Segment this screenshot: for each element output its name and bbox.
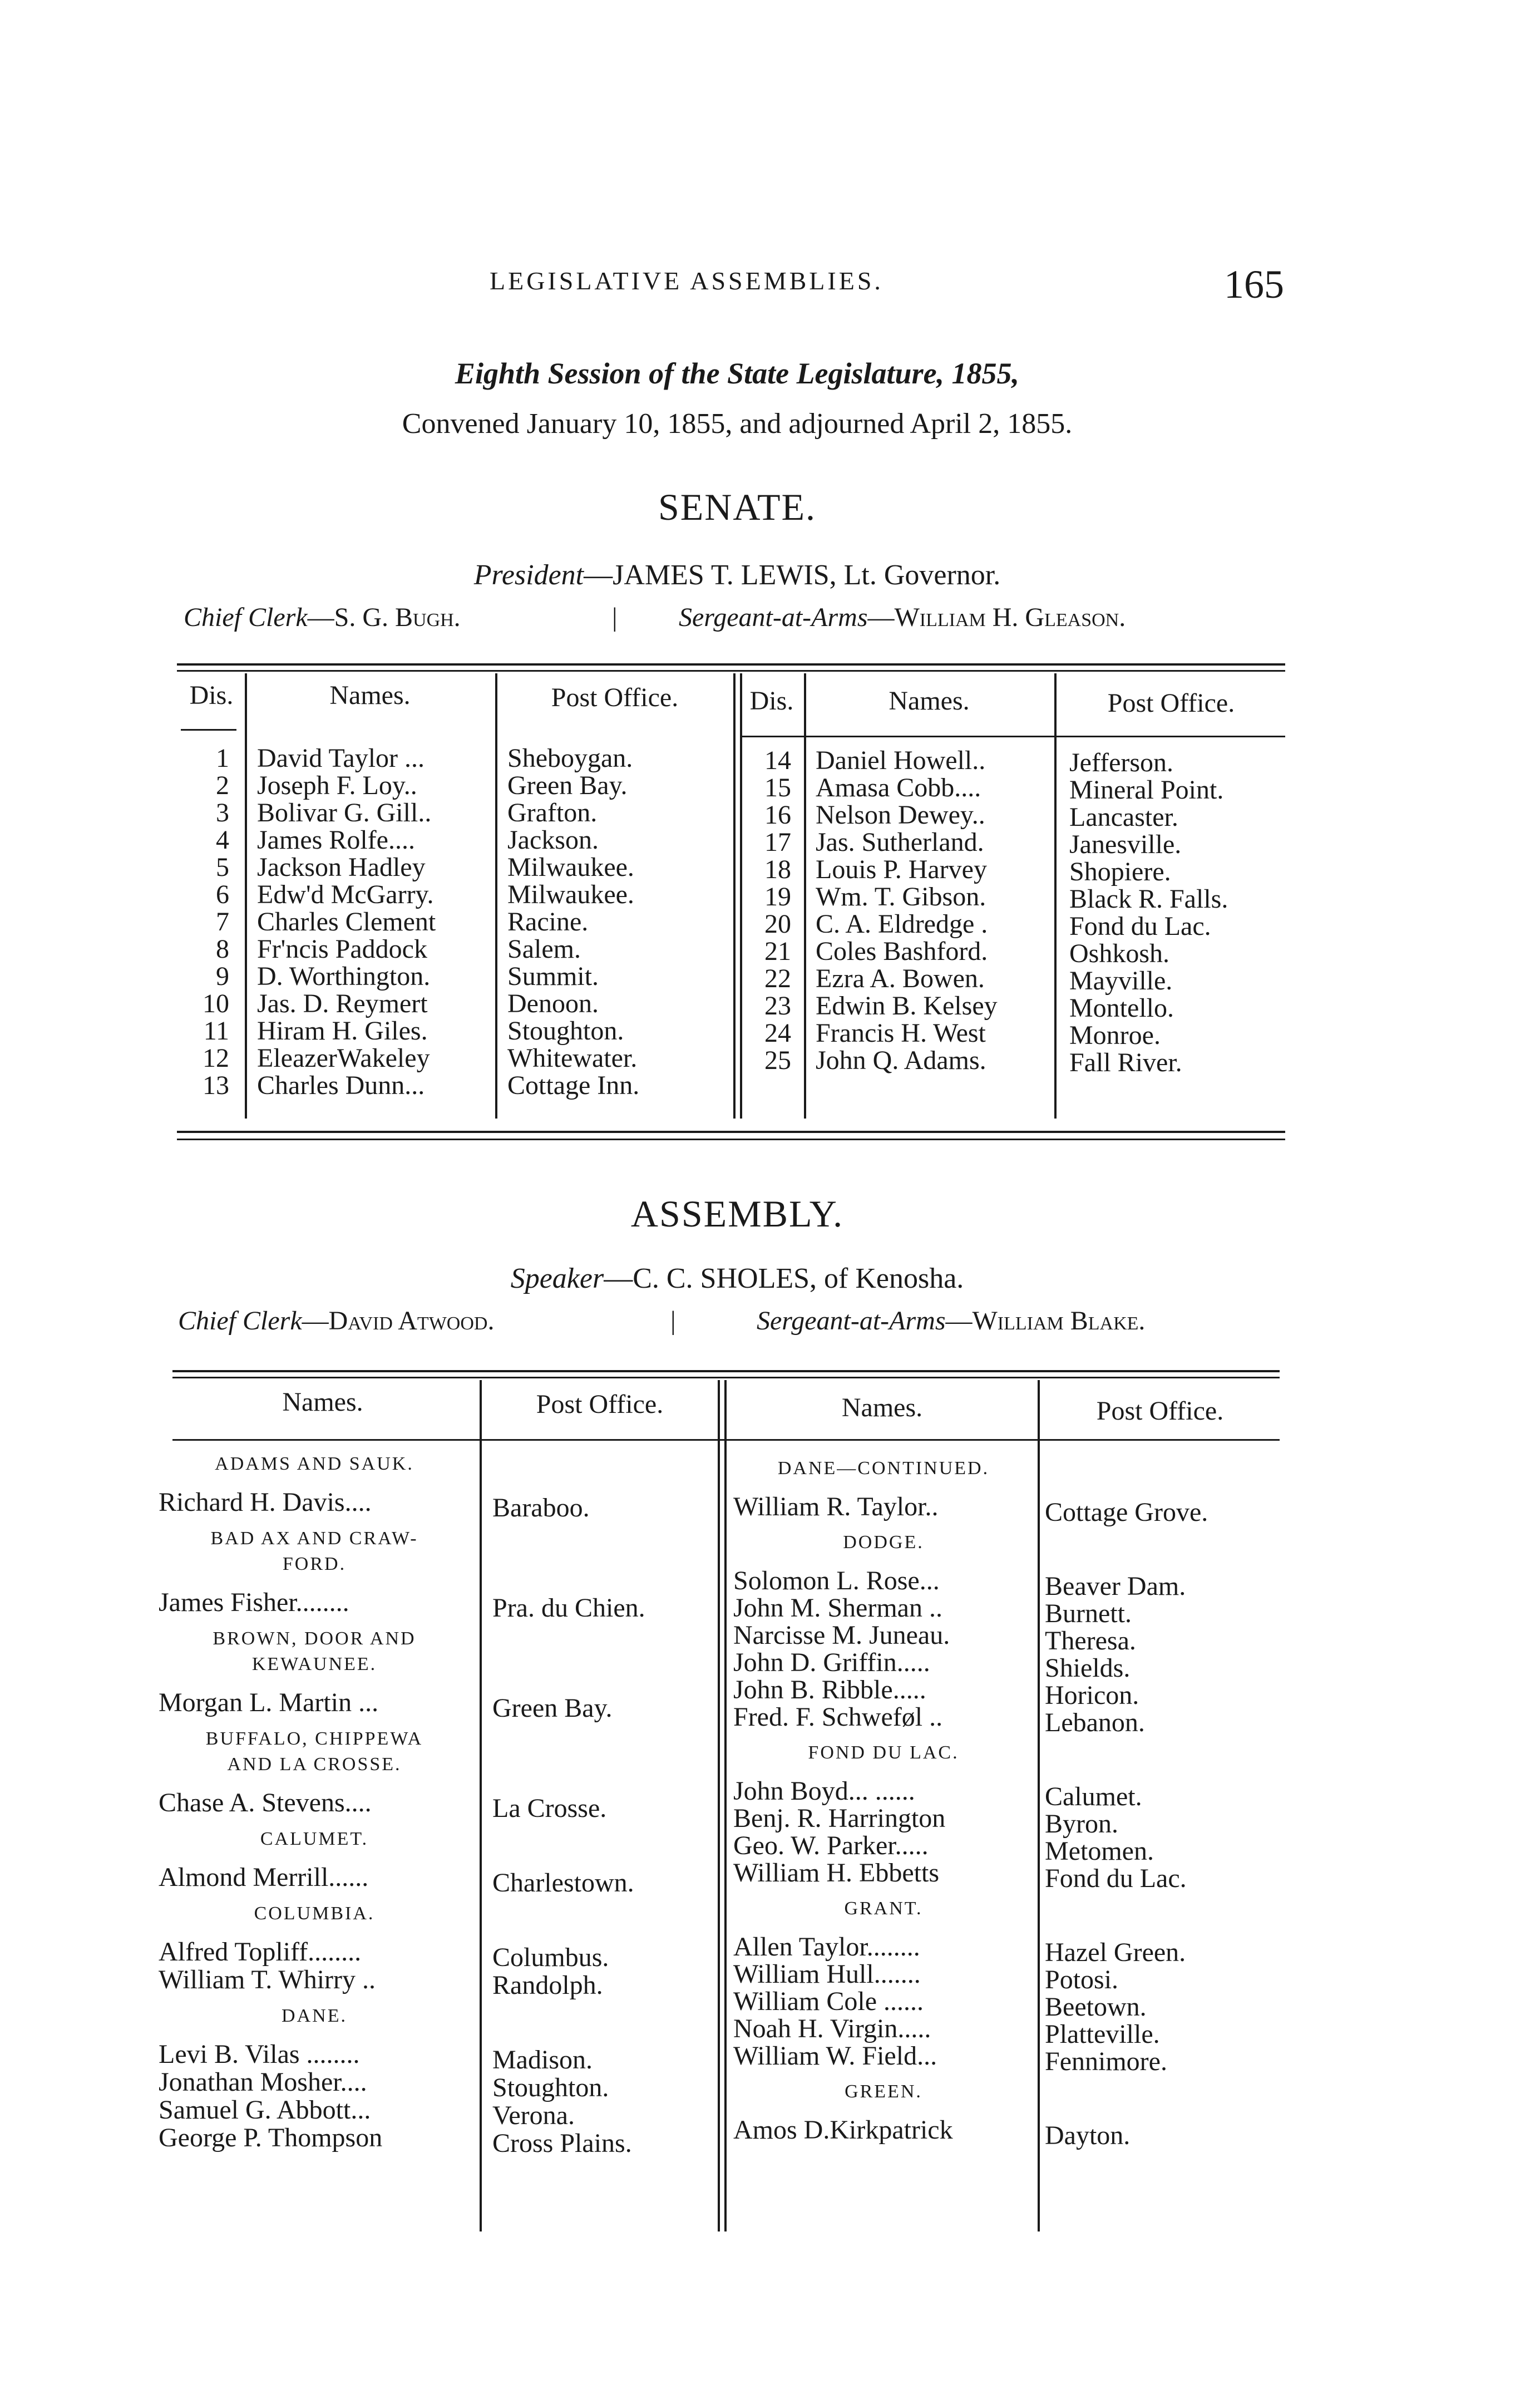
senate-chief-clerk <box>184 602 461 633</box>
senate-district: 6 <box>216 880 229 909</box>
senate-member-name: Jackson Hadley <box>257 853 426 882</box>
senate-district: 12 <box>203 1043 229 1073</box>
senate-sergeant <box>679 602 1126 633</box>
assembly-member-name: John B. Ribble..... <box>733 1675 926 1705</box>
senate-district: 24 <box>764 1018 791 1048</box>
senate-district: 20 <box>764 909 791 939</box>
assembly-member-name: William T. Whirry .. <box>159 1965 376 1994</box>
sergeant-label: Sergeant-at-Arms <box>679 603 868 632</box>
assembly-post-office: Horicon. <box>1045 1681 1139 1710</box>
assembly-post-office: Hazel Green. <box>1045 1938 1186 1967</box>
senate-post-office: Stoughton. <box>507 1016 624 1046</box>
county-heading: BROWN, DOOR AND <box>213 1628 416 1649</box>
senate-header-rule-right <box>740 736 1285 737</box>
senate-post-office: Fond du Lac. <box>1069 912 1211 941</box>
senate-district: 9 <box>216 962 229 991</box>
assembly-post-office: Lebanon. <box>1045 1708 1145 1737</box>
assembly-vrule-1 <box>480 1380 482 2231</box>
senate-member-name: Coles Bashford. <box>816 937 988 966</box>
running-head: LEGISLATIVE ASSEMBLIES. <box>490 267 883 295</box>
assembly-member-name: Solomon L. Rose... <box>733 1566 940 1595</box>
assembly-member-name: Narcisse M. Juneau. <box>733 1620 950 1650</box>
senate-post-office: Black R. Falls. <box>1069 884 1228 914</box>
assembly-post-office: Platteville. <box>1045 2019 1160 2049</box>
speaker-label: Speaker <box>510 1263 604 1294</box>
senate-district: 21 <box>764 937 791 966</box>
senate-left-names-col <box>257 745 436 1099</box>
assembly-speaker-line <box>0 1262 1474 1295</box>
senate-post-office: Cottage Inn. <box>507 1071 640 1100</box>
senate-vrule-2 <box>495 673 497 1119</box>
county-heading: GREEN. <box>845 2081 922 2102</box>
senate-member-name: C. A. Eldredge . <box>816 909 988 939</box>
assembly-vrule-3 <box>1038 1380 1040 2231</box>
assembly-heading: ASSEMBLY. <box>630 1193 844 1235</box>
senate-member-name: David Taylor ... <box>257 743 425 773</box>
senate-district: 23 <box>764 991 791 1021</box>
assembly-post-office: Baraboo. <box>492 1493 590 1523</box>
senate-member-name: Jas. D. Reymert <box>257 989 428 1018</box>
assembly-member-name: John M. Sherman .. <box>733 1593 942 1623</box>
senate-vrule-4 <box>804 673 806 1119</box>
senate-post-office: Jefferson. <box>1069 748 1174 777</box>
senate-top-rule <box>177 663 1285 666</box>
assembly-member-name: Benj. R. Harrington <box>733 1804 946 1833</box>
assembly-post-office: Green Bay. <box>492 1693 613 1723</box>
assembly-member-name: Noah H. Virgin..... <box>733 2014 931 2043</box>
assembly-member-name: Jonathan Mosher.... <box>159 2067 367 2097</box>
speaker-name: —C. C. SHOLES, of Kenosha. <box>604 1263 964 1294</box>
senate-post-office: Grafton. <box>507 798 598 827</box>
assembly-member-name: George P. Thompson <box>159 2123 383 2152</box>
senate-district: 19 <box>764 882 791 912</box>
senate-district: 17 <box>764 827 791 857</box>
senate-head-names-2: Names. <box>889 686 970 716</box>
senate-member-name: Francis H. West <box>816 1018 986 1048</box>
senate-post-office: Sheboygan. <box>507 743 633 773</box>
assembly-sergeant-label: Sergeant-at-Arms <box>757 1306 946 1336</box>
senate-post-office: Fall River. <box>1069 1048 1182 1077</box>
county-heading: FORD. <box>282 1554 347 1574</box>
county-heading: DODGE. <box>843 1532 924 1553</box>
assembly-post-office: Fond du Lac. <box>1045 1864 1187 1893</box>
senate-post-office: Green Bay. <box>507 771 628 800</box>
county-heading: FOND DU LAC. <box>808 1742 959 1763</box>
county-heading: DANE. <box>282 2006 347 2026</box>
county-heading: DANE—CONTINUED. <box>777 1458 990 1479</box>
senate-right-dis-col <box>746 747 791 1074</box>
assembly-post-office: Cottage Grove. <box>1045 1497 1208 1527</box>
senate-top-rule-2 <box>177 670 1285 672</box>
senate-post-office: Summit. <box>507 962 599 991</box>
senate-post-office: Janesville. <box>1069 830 1182 859</box>
assembly-post-office: Cross Plains. <box>492 2129 632 2158</box>
assembly-post-office: Verona. <box>492 2101 575 2130</box>
senate-district: 13 <box>203 1071 229 1100</box>
senate-district: 7 <box>216 907 229 937</box>
senate-member-name: EleazerWakeley <box>257 1043 430 1073</box>
senate-separator: | <box>612 603 618 632</box>
assembly-post-office: Burnett. <box>1045 1599 1132 1628</box>
senate-vrule-1 <box>245 673 247 1119</box>
senate-member-name: Edwin B. Kelsey <box>816 991 998 1021</box>
senate-post-office: Salem. <box>507 934 581 964</box>
chief-clerk-label: Chief Clerk <box>184 603 308 632</box>
assembly-member-name: Alfred Topliff........ <box>159 1937 362 1967</box>
senate-header-rule-left <box>181 729 236 731</box>
senate-member-name: Edw'd McGarry. <box>257 880 434 909</box>
senate-vrule-5 <box>1054 673 1057 1119</box>
senate-member-name: Nelson Dewey.. <box>816 800 985 830</box>
senate-left-dis-col <box>184 745 229 1099</box>
senate-member-name: Charles Dunn... <box>257 1071 425 1100</box>
senate-district: 18 <box>764 855 791 884</box>
sergeant-name: —William H. Gleason. <box>867 603 1126 632</box>
senate-heading: SENATE. <box>658 486 817 528</box>
senate-head-office-2: Post Office. <box>1107 688 1235 718</box>
senate-district: 16 <box>764 800 791 830</box>
assembly-post-office: Dayton. <box>1045 2121 1131 2150</box>
senate-district: 25 <box>764 1046 791 1075</box>
assembly-member-name: Samuel G. Abbott... <box>159 2095 371 2125</box>
senate-district: 22 <box>764 964 791 993</box>
assembly-member-name: James Fisher........ <box>159 1588 349 1617</box>
senate-member-name: John Q. Adams. <box>816 1046 986 1075</box>
senate-post-office: Montello. <box>1069 993 1174 1023</box>
county-heading: KEWAUNEE. <box>251 1654 377 1674</box>
assembly-vrule-2b <box>724 1380 727 2231</box>
assembly-post-office: Metomen. <box>1045 1836 1154 1866</box>
assembly-post-office: Stoughton. <box>492 2073 609 2102</box>
assembly-head-office-1: Post Office. <box>536 1390 664 1419</box>
assembly-sergeant <box>757 1306 1145 1336</box>
senate-post-office: Monroe. <box>1069 1021 1161 1050</box>
session-title: Eighth Session of the State Legislature, 1855, <box>455 357 1020 390</box>
senate-member-name: Bolivar G. Gill.. <box>257 798 432 827</box>
senate-bottom-rule <box>177 1131 1285 1133</box>
senate-vrule-3b <box>740 673 742 1119</box>
senate-district: 15 <box>764 773 791 802</box>
senate-member-name: Daniel Howell.. <box>816 746 986 775</box>
assembly-member-name: William H. Ebbetts <box>733 1858 940 1888</box>
senate-member-name: Hiram H. Giles. <box>257 1016 428 1046</box>
senate-district: 5 <box>216 853 229 882</box>
senate-member-name: Charles Clement <box>257 907 436 937</box>
senate-head-names-1: Names. <box>329 681 411 710</box>
assembly-member-name: Morgan L. Martin ... <box>159 1688 379 1717</box>
county-heading: CALUMET. <box>260 1829 369 1849</box>
assembly-post-office: Beetown. <box>1045 1992 1147 2022</box>
senate-member-name: James Rolfe.... <box>257 825 415 855</box>
assembly-member-name: Amos D.Kirkpatrick <box>733 2115 953 2145</box>
county-heading: AND LA CROSSE. <box>227 1754 402 1775</box>
assembly-chief-clerk <box>178 1306 494 1336</box>
senate-head-dis-2: Dis. <box>749 686 794 716</box>
assembly-member-name: Levi B. Vilas ........ <box>159 2040 360 2069</box>
assembly-member-name: Geo. W. Parker..... <box>733 1831 929 1860</box>
assembly-vrule-2a <box>718 1380 720 2231</box>
senate-head-office-1: Post Office. <box>551 683 679 712</box>
session-dates: Convened January 10, 1855, and adjourned April 2, 1855. <box>402 408 1073 440</box>
senate-member-name: Fr'ncis Paddock <box>257 934 427 964</box>
county-heading: COLUMBIA. <box>254 1903 375 1924</box>
senate-post-office: Racine. <box>507 907 589 937</box>
assembly-post-office: Madison. <box>492 2045 593 2075</box>
assembly-top-rule-2 <box>172 1377 1280 1378</box>
assembly-member-name: Richard H. Davis.... <box>159 1487 372 1517</box>
senate-bottom-rule-2 <box>177 1139 1285 1140</box>
senate-post-office: Oshkosh. <box>1069 939 1170 968</box>
assembly-member-name: John Boyd... ...... <box>733 1776 915 1806</box>
assembly-post-office: Shields. <box>1045 1653 1131 1683</box>
assembly-post-office: Randolph. <box>492 1971 603 2000</box>
assembly-head-names-2: Names. <box>841 1393 923 1422</box>
assembly-member-name: William R. Taylor.. <box>733 1492 939 1521</box>
assembly-sergeant-name: —William Blake. <box>945 1306 1146 1336</box>
assembly-top-rule <box>172 1370 1280 1372</box>
senate-district: 4 <box>216 825 229 855</box>
assembly-member-name: Fred. F. Schweføl .. <box>733 1702 943 1732</box>
president-name: —JAMES T. LEWIS, Lt. Governor. <box>584 559 1001 591</box>
senate-district: 11 <box>203 1016 229 1046</box>
assembly-member-name: William Hull....... <box>733 1959 921 1989</box>
senate-member-name: Amasa Cobb.... <box>816 773 981 802</box>
senate-post-office: Milwaukee. <box>507 853 634 882</box>
senate-district: 1 <box>216 743 229 773</box>
assembly-post-office: Theresa. <box>1045 1626 1136 1656</box>
senate-vrule-3a <box>733 673 736 1119</box>
assembly-post-office: Columbus. <box>492 1943 609 1972</box>
senate-member-name: Ezra A. Bowen. <box>816 964 985 993</box>
county-heading: BUFFALO, CHIPPEWA <box>205 1728 423 1749</box>
senate-post-office: Milwaukee. <box>507 880 634 909</box>
assembly-head-names-1: Names. <box>282 1387 363 1417</box>
senate-member-name: Wm. T. Gibson. <box>816 882 986 912</box>
senate-district: 14 <box>764 746 791 775</box>
assembly-member-name: Chase A. Stevens.... <box>159 1788 372 1817</box>
senate-district: 10 <box>203 989 229 1018</box>
assembly-post-office: Fennimore. <box>1045 2047 1167 2076</box>
chief-clerk-name: —S. G. Bugh. <box>307 603 461 632</box>
senate-left-office-col <box>507 745 639 1099</box>
senate-member-name: Jas. Sutherland. <box>816 827 984 857</box>
senate-member-name: Louis P. Harvey <box>816 855 987 884</box>
senate-right-office-col <box>1069 749 1228 1076</box>
senate-member-name: D. Worthington. <box>257 962 431 991</box>
assembly-member-name: Almond Merrill...... <box>159 1863 369 1892</box>
senate-right-names-col <box>816 747 998 1074</box>
assembly-post-office: Byron. <box>1045 1809 1118 1839</box>
senate-post-office: Jackson. <box>507 825 599 855</box>
senate-post-office: Denoon. <box>507 989 599 1018</box>
county-heading: ADAMS AND SAUK. <box>215 1454 414 1474</box>
assembly-member-name: William Cole ...... <box>733 1987 924 2016</box>
assembly-head-office-2: Post Office. <box>1096 1396 1224 1426</box>
senate-post-office: Mineral Point. <box>1069 775 1224 805</box>
assembly-chief-clerk-name: —David Atwood. <box>302 1306 495 1336</box>
senate-member-name: Joseph F. Loy.. <box>257 771 417 800</box>
assembly-post-office: Pra. du Chien. <box>492 1593 645 1623</box>
senate-district: 2 <box>216 771 229 800</box>
senate-president-line <box>0 559 1474 592</box>
assembly-separator: | <box>670 1306 676 1336</box>
senate-post-office: Whitewater. <box>507 1043 638 1073</box>
senate-district: 8 <box>216 934 229 964</box>
county-heading: BAD AX AND CRAW- <box>210 1528 418 1549</box>
assembly-post-office: Charlestown. <box>492 1868 634 1898</box>
assembly-member-name: William W. Field... <box>733 2041 937 2071</box>
assembly-member-name: John D. Griffin..... <box>733 1648 930 1677</box>
assembly-post-office: Calumet. <box>1045 1782 1142 1811</box>
county-heading: GRANT. <box>844 1898 923 1919</box>
senate-post-office: Lancaster. <box>1069 802 1178 832</box>
assembly-chief-clerk-label: Chief Clerk <box>178 1306 302 1336</box>
page-number: 165 <box>1224 262 1284 307</box>
senate-post-office: Shopiere. <box>1069 857 1171 886</box>
assembly-post-office: Beaver Dam. <box>1045 1572 1186 1601</box>
president-label: President <box>473 559 584 591</box>
assembly-post-office: La Crosse. <box>492 1794 607 1823</box>
senate-post-office: Mayville. <box>1069 966 1173 996</box>
assembly-member-name: Allen Taylor........ <box>733 1932 920 1962</box>
senate-district: 3 <box>216 798 229 827</box>
assembly-post-office: Potosi. <box>1045 1965 1119 1994</box>
senate-head-dis-1: Dis. <box>189 681 234 710</box>
